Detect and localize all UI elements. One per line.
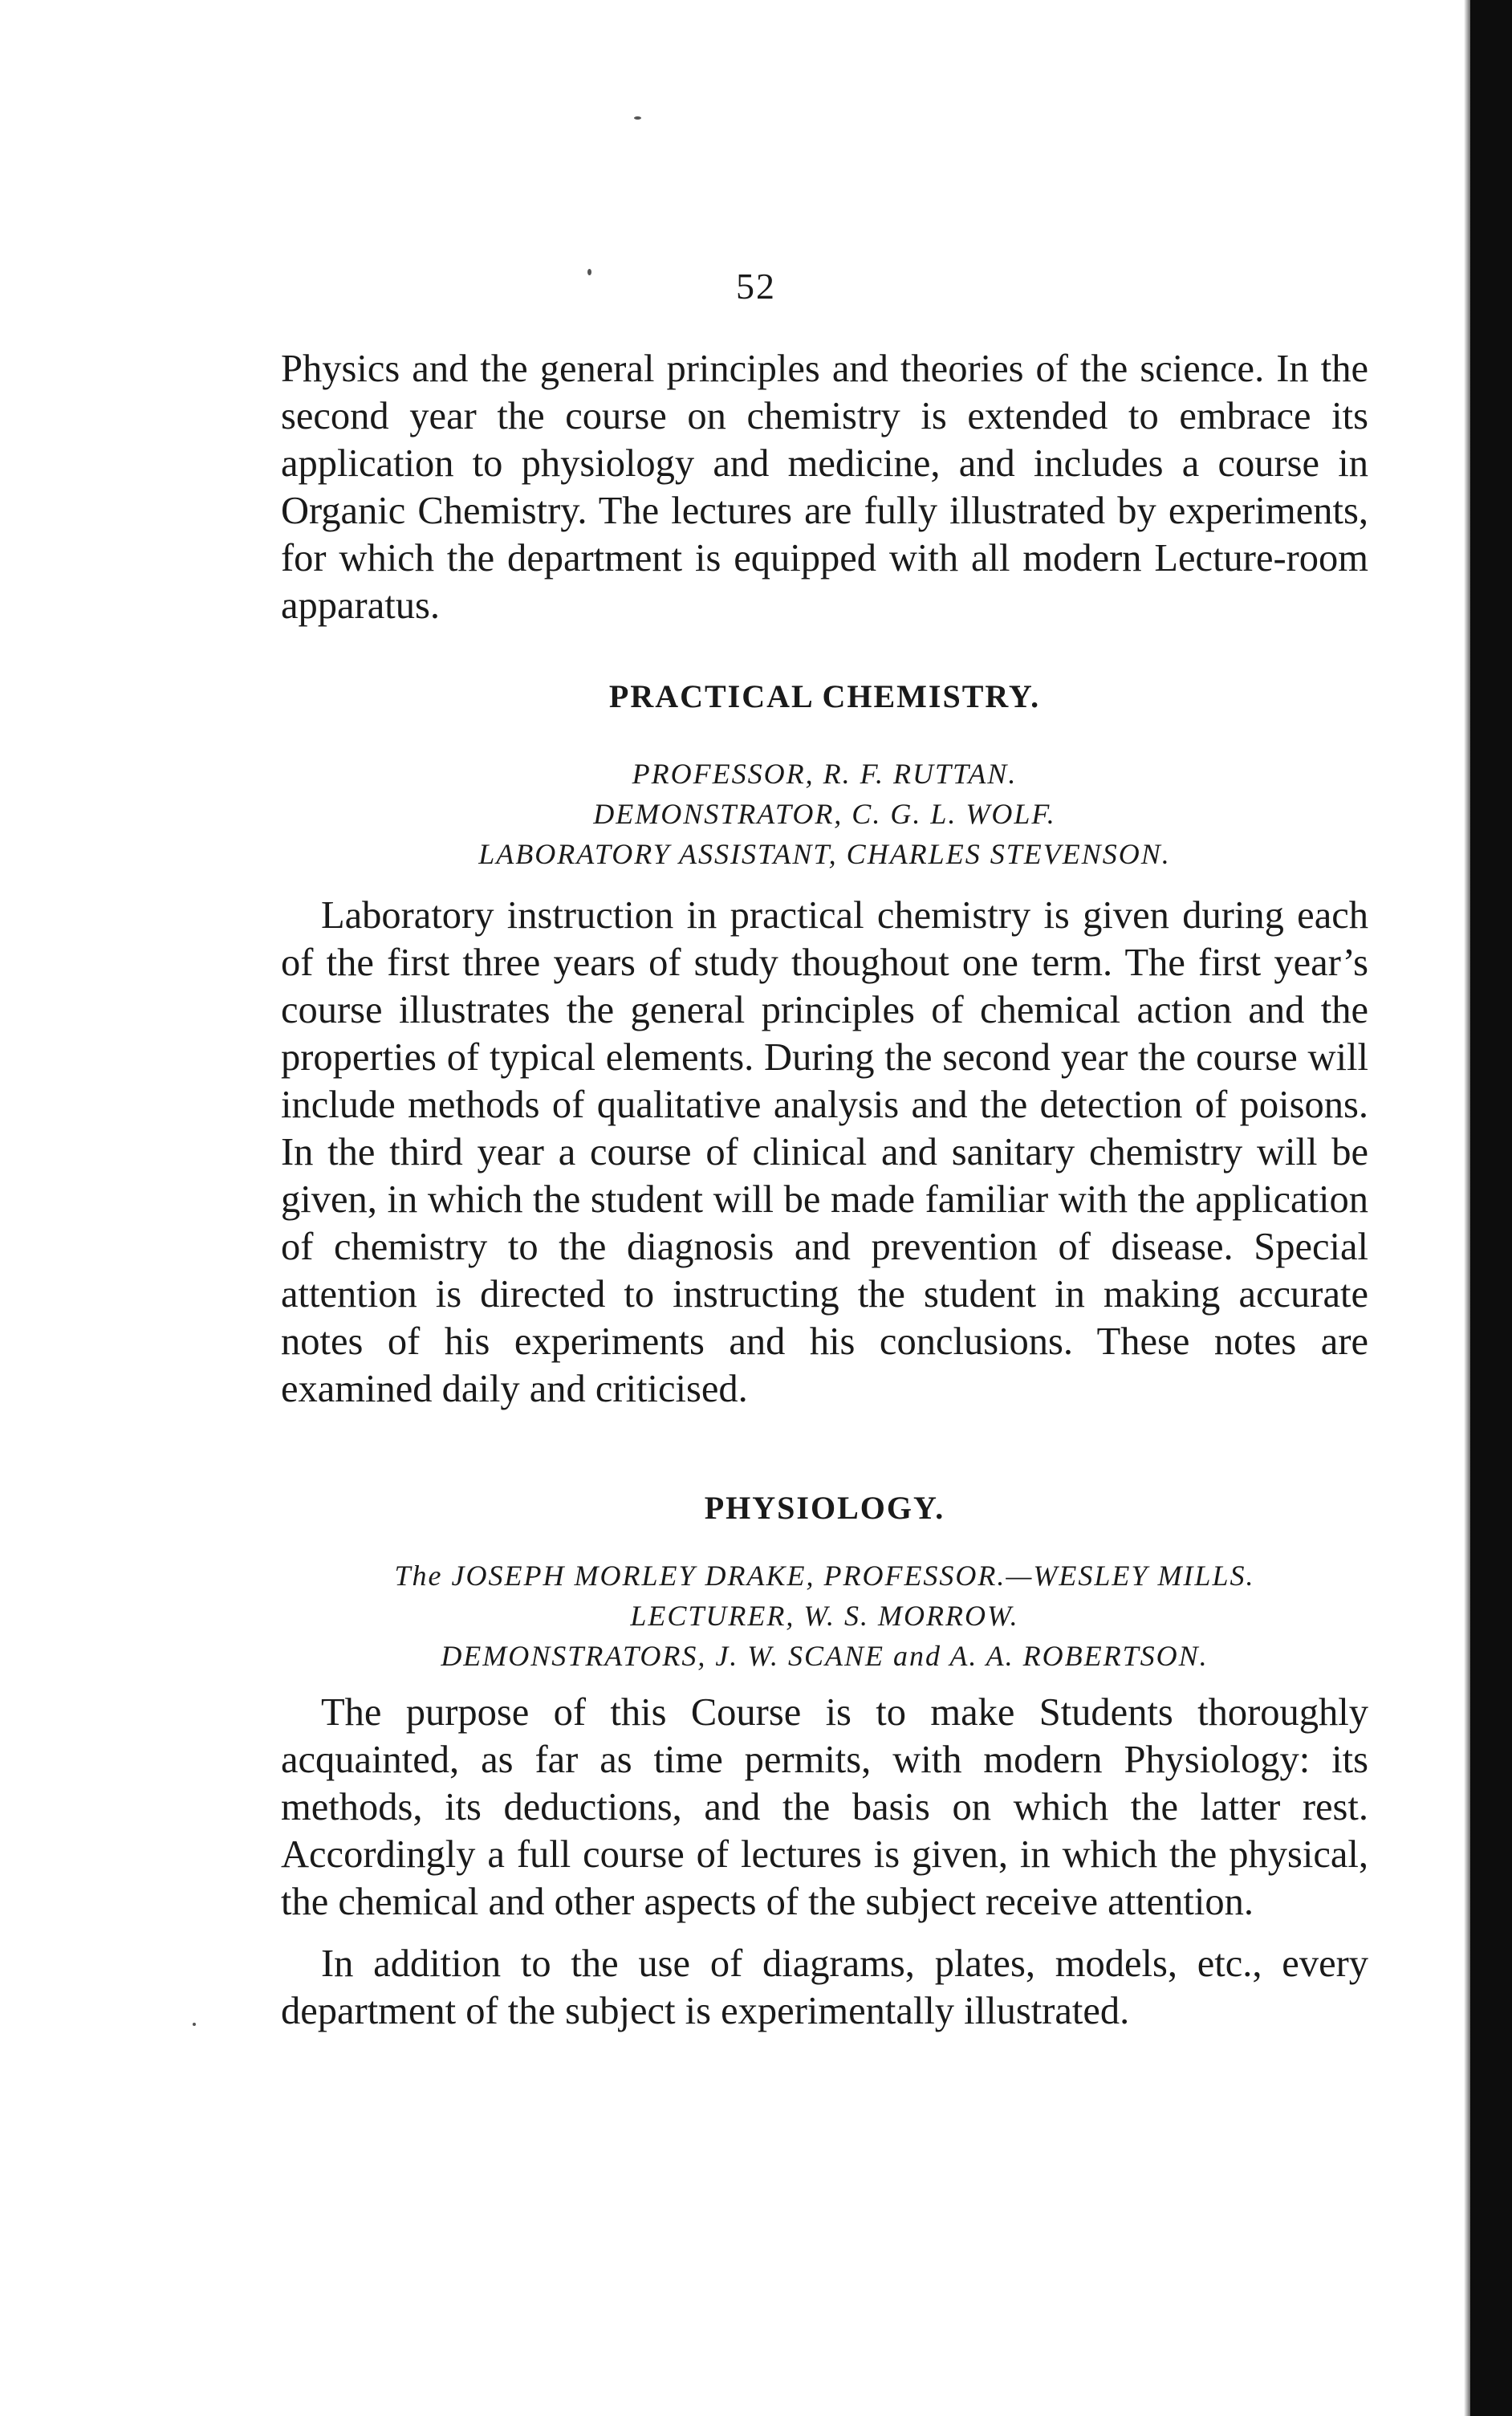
staff-demonstrator: DEMONSTRATOR, C. G. L. WOLF. xyxy=(593,798,1056,830)
practical-chemistry-paragraph: Laboratory instruction in practical chemistry is given during each of the first three years of study thoughout one term. The first year’s course illustrates the general principles of chemical action and the properties of typical elements. During the second year the course will include methods of qualitative analysis and the detection of poisons. In the third year a course of clinical and sanitary chemistry will be given, in which the student will be made familiar with the application of chemistry to the diagnosis and prevention of disease. Special attention is directed to instructing the student in making accurate notes of his experiments and his conclusions. These notes are examined daily and criticised. xyxy=(281,894,1368,1410)
practical-chemistry-staff xyxy=(281,754,1368,874)
staff-laboratory-assistant: LABORATORY ASSISTANT, CHARLES STEVENSON. xyxy=(478,838,1171,870)
staff-lecturer: LECTURER, W. S. MORROW. xyxy=(630,1600,1019,1632)
page-content xyxy=(281,345,1368,2035)
print-speck xyxy=(634,116,641,120)
practical-chemistry-heading: PRACTICAL CHEMISTRY. xyxy=(608,678,1041,714)
page-number: 52 xyxy=(736,266,776,307)
print-speck xyxy=(193,2023,196,2026)
page-edge-shadow xyxy=(1464,0,1470,2416)
binding-edge xyxy=(1470,0,1512,2416)
staff-professor: PROFESSOR, R. F. RUTTAN. xyxy=(632,758,1018,790)
staff-professor: The JOSEPH MORLEY DRAKE, PROFESSOR.—WESLEY MILLS. xyxy=(394,1560,1255,1592)
physiology-staff xyxy=(281,1556,1368,1676)
physiology-paragraph: The purpose of this Course is to make Students thoroughly acquainted, as far as time permits, with modern Physiology: its methods, its deductions, and the basis on which the latter rest. Accordingly a full course of lectures is given, in which the physical, the chemical and other aspects of the subject receive attention. xyxy=(281,1691,1368,1923)
physiology-paragraph: In addition to the use of diagrams, plates, models, etc., every department of the subject is experimentally illustrated. xyxy=(281,1942,1368,2032)
physiology-heading: PHYSIOLOGY. xyxy=(704,1490,945,1526)
staff-demonstrators: DEMONSTRATORS, J. W. SCANE and A. A. ROBERTSON. xyxy=(441,1640,1209,1672)
intro-paragraph: Physics and the general principles and theories of the science. In the second year the course on chemistry is extended to embrace its application to physiology and medicine, and includes a course in Organic Chemistry. The lectures are fully illustrated by experiments, for which the department is equipped with all modern Lecture-room apparatus. xyxy=(281,348,1368,627)
